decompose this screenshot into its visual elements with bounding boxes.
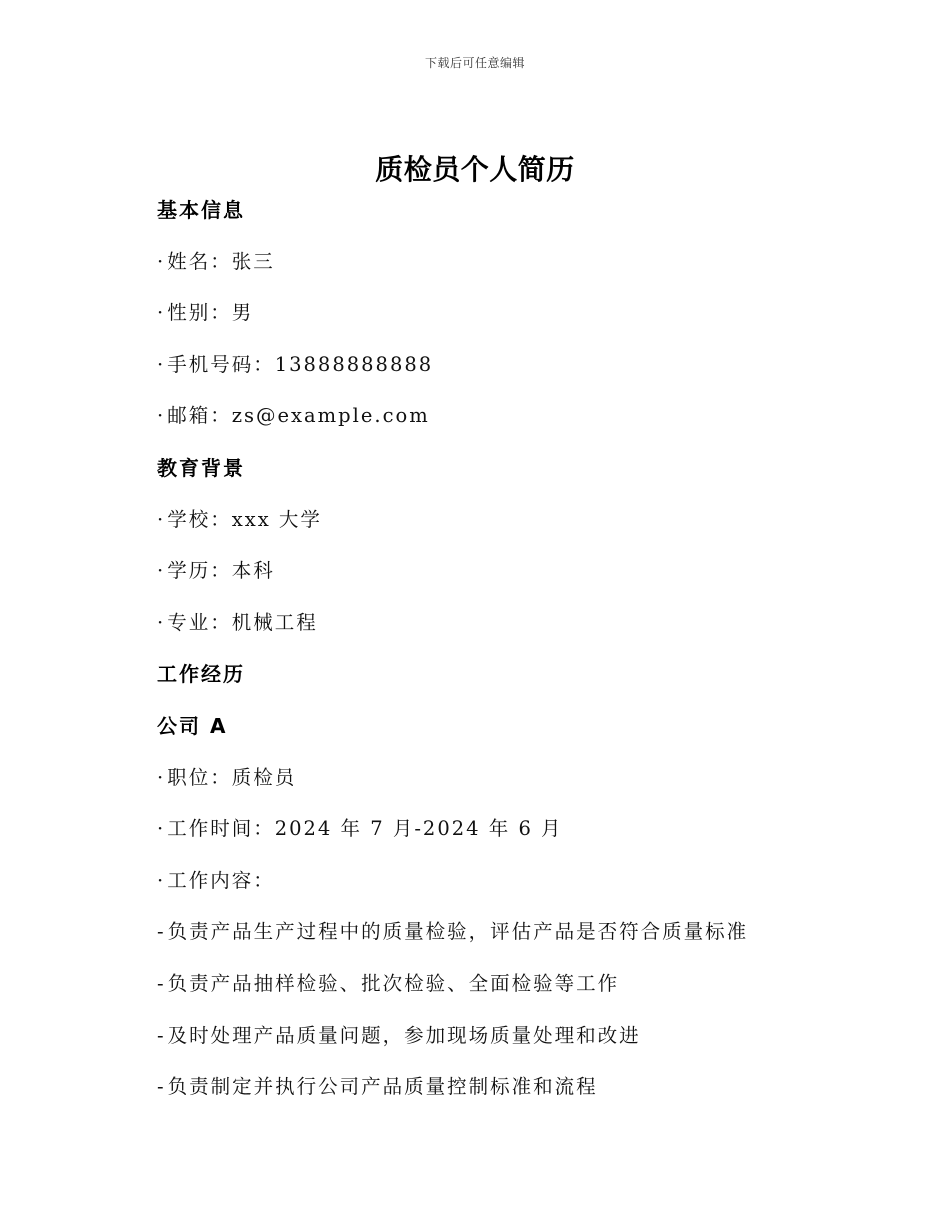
bullet-marker: ·: [157, 352, 166, 376]
list-item: [157, 396, 857, 448]
resume-content: [157, 190, 857, 1119]
bullet-marker: ·: [157, 559, 166, 583]
bullet-marker: ·: [157, 610, 166, 634]
section-heading-education: 教育背景: [157, 455, 245, 480]
item-text: 姓名：张三: [167, 249, 275, 273]
list-item: [157, 603, 857, 655]
duty-item: [157, 1067, 857, 1119]
list-item: [157, 345, 857, 397]
item-text: 专业：机械工程: [167, 610, 318, 634]
bullet-marker: ·: [157, 507, 166, 531]
bullet-marker: ·: [157, 868, 166, 892]
item-text: 职位：质检员: [167, 765, 297, 789]
item-text: 性别：男: [167, 301, 254, 325]
section-heading-work: 工作经历: [157, 662, 245, 687]
list-item: [157, 861, 857, 913]
bullet-marker: ·: [157, 765, 166, 789]
item-text: 学历：本科: [167, 559, 275, 583]
duty-text: 负责制定并执行公司产品质量控制标准和流程: [167, 1075, 598, 1099]
dash-marker: -: [157, 920, 166, 944]
dash-marker: -: [157, 1023, 166, 1047]
list-item: [157, 500, 857, 552]
duty-text: 及时处理产品质量问题，参加现场质量处理和改进: [167, 1023, 641, 1047]
duty-item: [157, 912, 857, 964]
bullet-marker: ·: [157, 817, 166, 841]
duty-text: 负责产品生产过程中的质量检验，评估产品是否符合质量标准: [167, 920, 749, 944]
list-item: [157, 809, 857, 861]
item-text: 工作时间：2024 年 7 月-2024 年 6 月: [167, 817, 563, 841]
duty-item: [157, 1016, 857, 1068]
bullet-marker: ·: [157, 249, 166, 273]
list-item: [157, 242, 857, 294]
bullet-marker: ·: [157, 404, 166, 428]
list-item: [157, 293, 857, 345]
dash-marker: -: [157, 971, 166, 995]
item-text: 手机号码：13888888888: [167, 352, 434, 376]
company-heading: 公司 A: [157, 713, 228, 738]
duty-text: 负责产品抽样检验、批次检验、全面检验等工作: [167, 971, 620, 995]
header-note: 下载后可任意编辑: [424, 56, 525, 70]
page-title: 质检员个人简历: [375, 153, 575, 186]
item-text: 学校：xxx 大学: [167, 507, 322, 531]
item-text: 邮箱：zs@example.com: [167, 404, 430, 428]
dash-marker: -: [157, 1075, 166, 1099]
list-item: [157, 551, 857, 603]
list-item: [157, 758, 857, 810]
duty-item: [157, 964, 857, 1016]
bullet-marker: ·: [157, 301, 166, 325]
section-heading-basic: 基本信息: [157, 198, 245, 222]
item-text: 工作内容：: [167, 868, 275, 892]
